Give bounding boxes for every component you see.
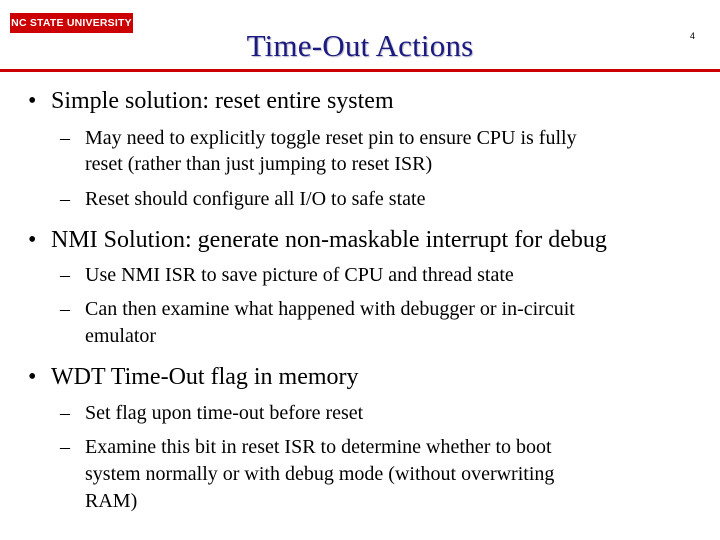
sub-bullet-line: RAM) bbox=[85, 490, 138, 512]
bullet-marker: • bbox=[28, 364, 37, 390]
sub-bullet-line: reset (rather than just jumping to reset ISR) bbox=[85, 153, 433, 175]
bullet-text: NMI Solution: generate non-maskable interrupt for debug bbox=[51, 227, 607, 253]
header-divider bbox=[0, 69, 720, 72]
sub-bullet-line: Can then examine what happened with debugger or in-circuit bbox=[85, 298, 575, 320]
sub-bullet-line: Use NMI ISR to save picture of CPU and thread state bbox=[85, 264, 514, 286]
sub-bullet-line: Reset should configure all I/O to safe state bbox=[85, 188, 426, 210]
bullet-marker: • bbox=[28, 88, 37, 114]
sub-bullet-line: May need to explicitly toggle reset pin to ensure CPU is fully bbox=[85, 127, 577, 149]
sub-bullet-marker: – bbox=[60, 127, 70, 149]
sub-bullet-marker: – bbox=[60, 402, 70, 424]
sub-bullet-line: system normally or with debug mode (without overwriting bbox=[85, 463, 555, 485]
university-logo: NC STATE UNIVERSITY bbox=[10, 13, 133, 33]
page-number: 4 bbox=[690, 31, 696, 41]
bullet-marker: • bbox=[28, 227, 37, 253]
sub-bullet-line: emulator bbox=[85, 325, 157, 347]
sub-bullet-line: Examine this bit in reset ISR to determine whether to boot bbox=[85, 436, 552, 458]
sub-bullet-marker: – bbox=[60, 264, 70, 286]
sub-bullet-line: Set flag upon time-out before reset bbox=[85, 402, 364, 424]
sub-bullet-marker: – bbox=[60, 188, 70, 210]
bullet-text: WDT Time-Out flag in memory bbox=[51, 364, 359, 390]
sub-bullet-marker: – bbox=[60, 298, 70, 320]
sub-bullet-marker: – bbox=[60, 436, 70, 458]
bullet-text: Simple solution: reset entire system bbox=[51, 88, 394, 114]
slide-title: Time-Out Actions bbox=[246, 28, 474, 63]
